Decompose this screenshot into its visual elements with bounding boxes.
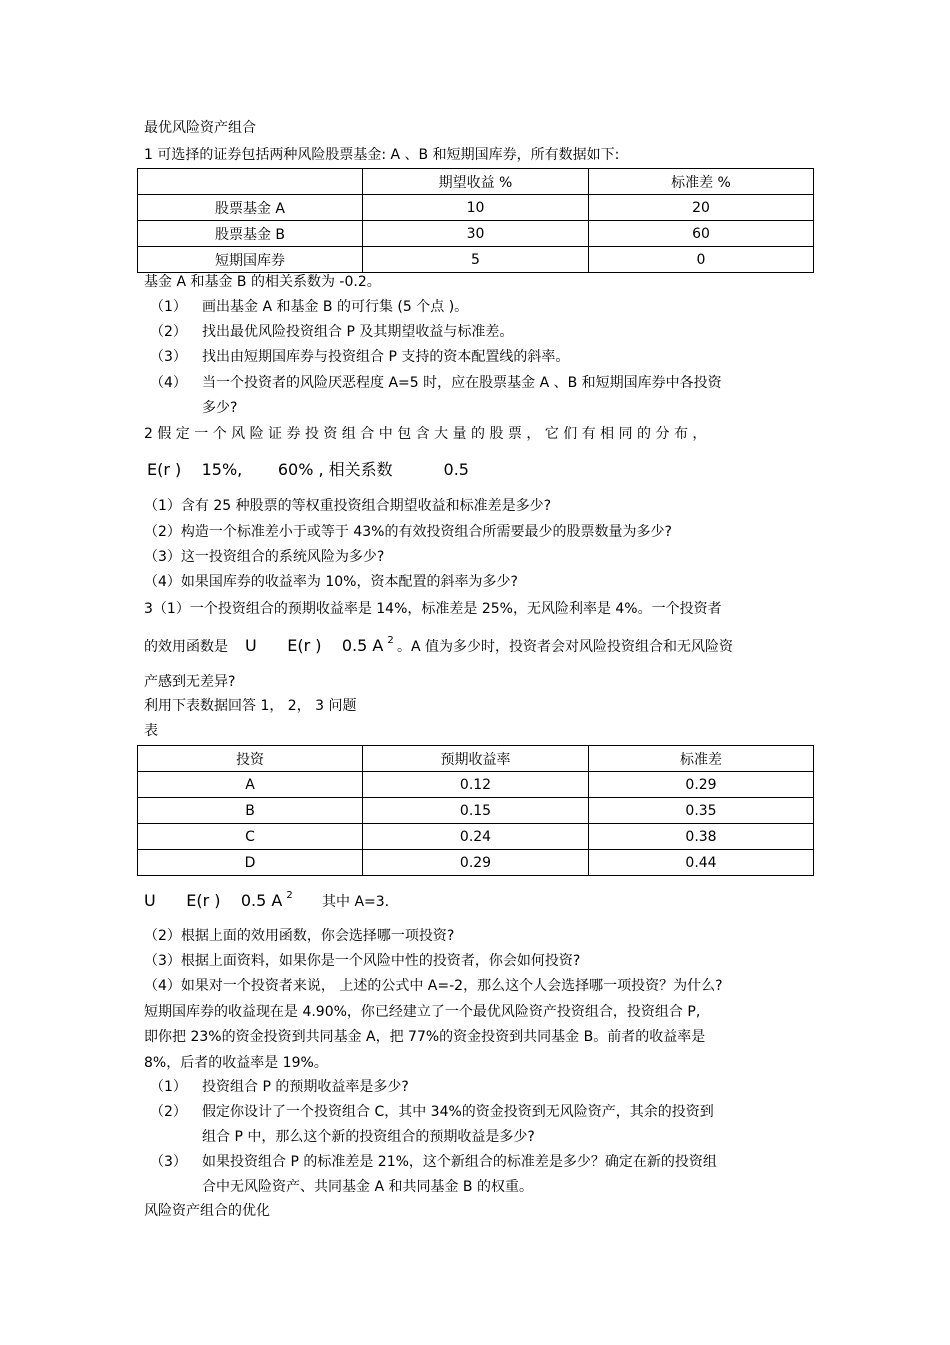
q3-line1: 3（1）一个投资组合的预期收益率是 14%，标准差是 25%，无风险利率是 4%。一个投资者 — [144, 601, 722, 617]
q4-item-text: 假定你设计了一个投资组合 C，其中 34%的资金投资到无风险资产，其余的投资到 — [202, 1104, 714, 1120]
q1-correlation: 基金 A 和基金 B 的相关系数为 -0.2。 — [144, 274, 381, 290]
q3-line4: 利用下表数据回答 1， 2， 3 问题 — [144, 698, 357, 714]
table-row — [138, 850, 814, 876]
q1-item-text: 找出最优风险投资组合 P 及其期望收益与标准差。 — [202, 324, 514, 340]
q3-line5: 表 — [144, 723, 158, 739]
table-cell: 0.24 — [363, 824, 589, 850]
table-cell: 0.15 — [363, 798, 589, 824]
page-title: 最优风险资产组合 — [144, 120, 256, 136]
q2-item: （2）构造一个标准差小于或等于 43%的有效投资组合所需要最少的股票数量为多少? — [144, 524, 672, 540]
q1-item-num: （4） — [150, 375, 187, 391]
q1-item-num: （2） — [150, 324, 187, 340]
table-row — [138, 195, 814, 221]
table-cell: 0.38 — [589, 824, 814, 850]
table-cell: 5 — [363, 247, 589, 273]
table-cell: 0.29 — [363, 850, 589, 876]
section-footer: 风险资产组合的优化 — [144, 1203, 270, 1219]
table-cell: 股票基金 B — [138, 221, 363, 247]
q2-intro: 2 假 定 一 个 风 险 证 券 投 资 组 合 中 包 含 大 量 的 股 票 ， 它 们 有 相 同 的 分 布 ， — [144, 426, 707, 442]
q3-utility-formula-2 — [144, 891, 293, 914]
q3-utility-formula — [245, 636, 394, 659]
q3-line3: 产感到无差异? — [144, 674, 236, 690]
q1-item-num: （1） — [150, 299, 187, 315]
formula-text: U E(r ) 0.5 A — [144, 891, 283, 910]
table-row — [138, 798, 814, 824]
q1-item-text: 当一个投资者的风险厌恶程度 A=5 时，应在股票基金 A 、B 和短期国库券中各投资 — [202, 375, 722, 391]
table-header-cell — [138, 169, 363, 195]
table-row — [138, 772, 814, 798]
q1-intro: 1 可选择的证券包括两种风险股票基金: A 、B 和短期国库券，所有数据如下: — [144, 147, 620, 163]
q2-formula: E(r ) 15%, 60% , 相关系数 0.5 — [147, 460, 469, 479]
table-header-cell: 预期收益率 — [363, 746, 589, 772]
table-row — [138, 221, 814, 247]
formula-text: U E(r ) 0.5 A — [245, 636, 384, 655]
table-cell: 股票基金 A — [138, 195, 363, 221]
table-cell: 0.44 — [589, 850, 814, 876]
table-cell: 20 — [589, 195, 814, 221]
table-header-cell: 投资 — [138, 746, 363, 772]
table-cell: 60 — [589, 221, 814, 247]
table-header-row — [138, 169, 814, 195]
q4-item-text: 组合 P 中，那么这个新的投资组合的预期收益是多少? — [202, 1129, 535, 1145]
q4-item-text: 如果投资组合 P 的标准差是 21%，这个新组合的标准差是多少？确定在新的投资组 — [202, 1154, 717, 1170]
q3-formula-note: 其中 A=3. — [322, 894, 390, 910]
q4-item-num: （3） — [150, 1154, 187, 1170]
q1-item-text: 画出基金 A 和基金 B 的可行集 (5 个点 )。 — [202, 299, 469, 315]
formula-exponent: 2 — [286, 890, 293, 901]
q1-item-text: 找出由短期国库券与投资组合 P 支持的资本配置线的斜率。 — [202, 349, 570, 365]
q2-item: （3）这一投资组合的系统风险为多少? — [144, 549, 385, 565]
q4-line3: 8%，后者的收益率是 19%。 — [144, 1055, 328, 1071]
table-cell: A — [138, 772, 363, 798]
q3-table — [137, 745, 814, 876]
table-cell: 0.12 — [363, 772, 589, 798]
table-cell: C — [138, 824, 363, 850]
table-cell: 短期国库券 — [138, 247, 363, 273]
table-cell: 0.29 — [589, 772, 814, 798]
table-cell: 30 — [363, 221, 589, 247]
table-header-cell: 期望收益 % — [363, 169, 589, 195]
table-cell: B — [138, 798, 363, 824]
table-row — [138, 824, 814, 850]
q4-item-text: 投资组合 P 的预期收益率是多少? — [202, 1079, 409, 1095]
table-cell: 10 — [363, 195, 589, 221]
q1-item-num: （3） — [150, 349, 187, 365]
table-header-cell: 标准差 % — [589, 169, 814, 195]
table-header-cell: 标准差 — [589, 746, 814, 772]
q3-item: （4）如果对一个投资者来说， 上述的公式中 A=-2，那么这个人会选择哪一项投资？为什么? — [144, 978, 723, 994]
q4-item-text: 合中无风险资产、共同基金 A 和共同基金 B 的权重。 — [202, 1179, 533, 1195]
q3-line2-post: 。A 值为多少时，投资者会对风险投资组合和无风险资 — [397, 639, 734, 655]
table-header-row — [138, 746, 814, 772]
table-cell: 0 — [589, 247, 814, 273]
q1-item-text: 多少? — [202, 400, 238, 416]
q1-table — [137, 168, 814, 273]
table-cell: 0.35 — [589, 798, 814, 824]
q3-line2-pre: 的效用函数是 — [144, 639, 228, 655]
formula-exponent: 2 — [387, 635, 394, 646]
q4-line1: 短期国库券的收益现在是 4.90%，你已经建立了一个最优风险资产投资组合，投资组合 P, — [144, 1004, 701, 1020]
q2-item: （4）如果国库券的收益率为 10%，资本配置的斜率为多少? — [144, 574, 518, 590]
q2-item: （1）含有 25 种股票的等权重投资组合期望收益和标准差是多少? — [144, 498, 552, 514]
q4-line2: 即你把 23%的资金投资到共同基金 A，把 77%的资金投资到共同基金 B。前者的收益率是 — [144, 1029, 706, 1045]
table-cell: D — [138, 850, 363, 876]
q4-item-num: （2） — [150, 1104, 187, 1120]
q3-item: （2）根据上面的效用函数，你会选择哪一项投资? — [144, 928, 455, 944]
q3-item: （3）根据上面资料，如果你是一个风险中性的投资者，你会如何投资? — [144, 953, 581, 969]
q4-item-num: （1） — [150, 1079, 187, 1095]
table-row — [138, 247, 814, 273]
